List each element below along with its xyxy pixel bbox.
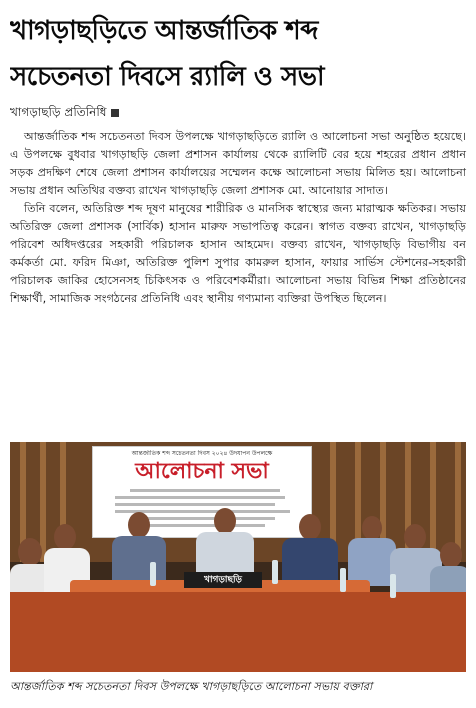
conference-table: [10, 592, 466, 672]
article-headline: [10, 8, 466, 100]
paragraph-2: তিনি বলেন, অতিরিক্ত শব্দ দূষণ মানুষের শারীরিক ও মানসিক স্বাস্থ্যের জন্য মারাত্মক ক্ষতিকর। সভায় অতিরিক্ত জেলা প্রশাসক (সার্বিক) হাসান মারুফ সভাপতিত্ব করেন। স্বাগত বক্তব্য রাখেন, খাগড়াছড়ি পরিবেশ অধিদপ্তরের সহকারী পরিচালক হাসান আহমেদ। বক্তব্য রাখেন, খাগড়াছড়ি বিভাগীয় বন কর্মকর্তা মো. ফরিদ মিঞা, অতিরিক্ত পুলিশ সুপার কামরুল হাসান, ফায়ার সার্ভিস স্টেশনের-সহকারী পরিচালক জাকির হোসেনসহ চিকিৎসক ও পরিবেশকর্মীরা। আলোচনা সভায় বিভিন্ন শিক্ষা প্রতিষ্ঠানের শিক্ষার্থী, সামাজিক সংগঠনের প্রতিনিধি এবং স্থানীয় গণ্যমান্য ব্যক্তিরা উপস্থিত ছিলেন।: [10, 202, 466, 305]
headline-line-1: খাগড়াছড়িতে আন্তর্জাতিক শব্দ: [10, 16, 318, 46]
photo-caption: আন্তর্জাতিক শব্দ সচেতনতা দিবস উপলক্ষে খাগড়াছড়িতে আলোচনা সভায় বক্তারা: [10, 680, 373, 693]
article-photo: [10, 442, 466, 672]
wall-stripe: [430, 442, 436, 562]
banner-title: আলোচনা সভা: [135, 459, 269, 484]
byline: [10, 104, 119, 120]
nameplate: খাগড়াছড়ি: [184, 572, 262, 588]
headline-line-2: সচেতনতা দিবসে র‍্যালি ও সভা: [10, 62, 325, 92]
water-bottle: [150, 562, 156, 586]
water-bottle: [340, 568, 346, 592]
square-bullet-icon: [111, 109, 119, 117]
event-banner: [92, 446, 312, 538]
byline-text: খাগড়াছড়ি প্রতিনিধি: [10, 105, 107, 119]
water-bottle: [272, 560, 278, 584]
article-body: [10, 128, 466, 308]
banner-top-text: আন্তর্জাতিক শব্দ সচেতনতা দিবস ২০২৪ উদযাপন উপলক্ষে: [131, 450, 273, 457]
water-bottle: [390, 574, 396, 598]
paragraph-1: আন্তর্জাতিক শব্দ সচেতনতা দিবস উপলক্ষে খাগড়াছড়িতে র‍্যালি ও আলোচনা সভা অনুষ্ঠিত হয়েছে। এ উপলক্ষে বুধবার খাগড়াছড়ি জেলা প্রশাসন কার্যালয় থেকে র‍্যালিটি বের হয়ে শহরের প্রধান প্রধান সড়ক প্রদক্ষিণ শেষে জেলা প্রশাসন কার্যালয়ের সম্মেলন কক্ষে আলোচনা সভায় মিলিত হয়। আলোচনা সভায় প্রধান অতিথির বক্তব্য রাখেন খাগড়াছড়ি জেলা প্রশাসক মো. আনোয়ার সাদাত।: [10, 130, 466, 197]
wall-stripe: [40, 442, 46, 562]
